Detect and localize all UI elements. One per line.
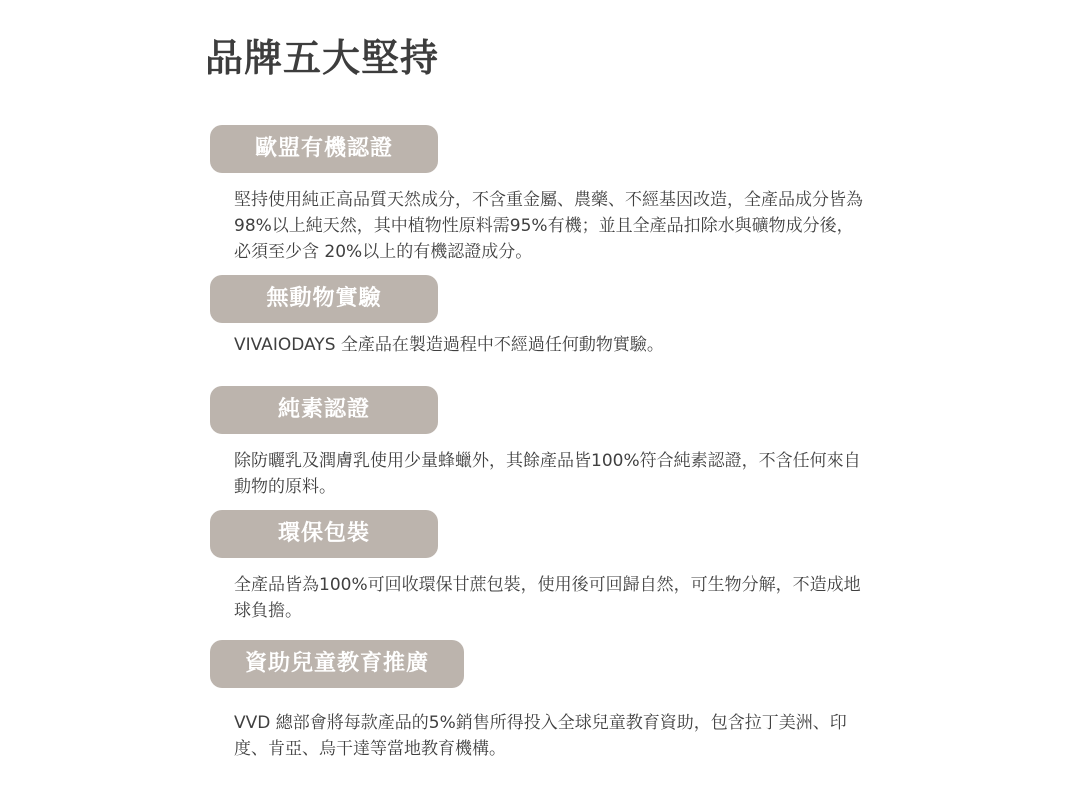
section-label-eco-packaging: 環保包裝 (210, 510, 438, 558)
section-text-no-animal-testing: VIVAIODAYS 全產品在製造過程中不經過任何動物實驗。 (234, 335, 664, 355)
section-label-child-education: 資助兒童教育推廣 (210, 640, 464, 688)
page-title: 品牌五大堅持 (205, 36, 440, 80)
section-vegan (210, 386, 861, 497)
section-eco-packaging (210, 510, 861, 621)
section-child-education (210, 640, 847, 759)
section-text-eco-packaging: 全產品皆為100%可回收環保甘蔗包裝，使用後可回歸自然，可生物分解，不造成地球負擔。 (234, 575, 861, 621)
section-no-animal-testing (210, 275, 664, 355)
section-label-eu-organic: 歐盟有機認證 (210, 125, 438, 173)
section-text-vegan: 除防曬乳及潤膚乳使用少量蜂蠟外，其餘產品皆100%符合純素認證，不含任何來自動物的原料。 (234, 451, 861, 497)
section-label-vegan: 純素認證 (210, 386, 438, 434)
section-eu-organic (210, 125, 863, 262)
section-text-eu-organic: 堅持使用純正高品質天然成分，不含重金屬、農藥、不經基因改造，全產品成分皆為98%以上純天然，其中植物性原料需95%有機；並且全產品扣除水與礦物成分後，必須至少含 20%以上的有機認證成分。 (234, 190, 863, 262)
section-text-child-education: VVD 總部會將每款產品的5%銷售所得投入全球兒童教育資助，包含拉丁美洲、印度、肯亞、烏干達等當地教育機構。 (234, 713, 847, 759)
section-label-no-animal-testing: 無動物實驗 (210, 275, 438, 323)
